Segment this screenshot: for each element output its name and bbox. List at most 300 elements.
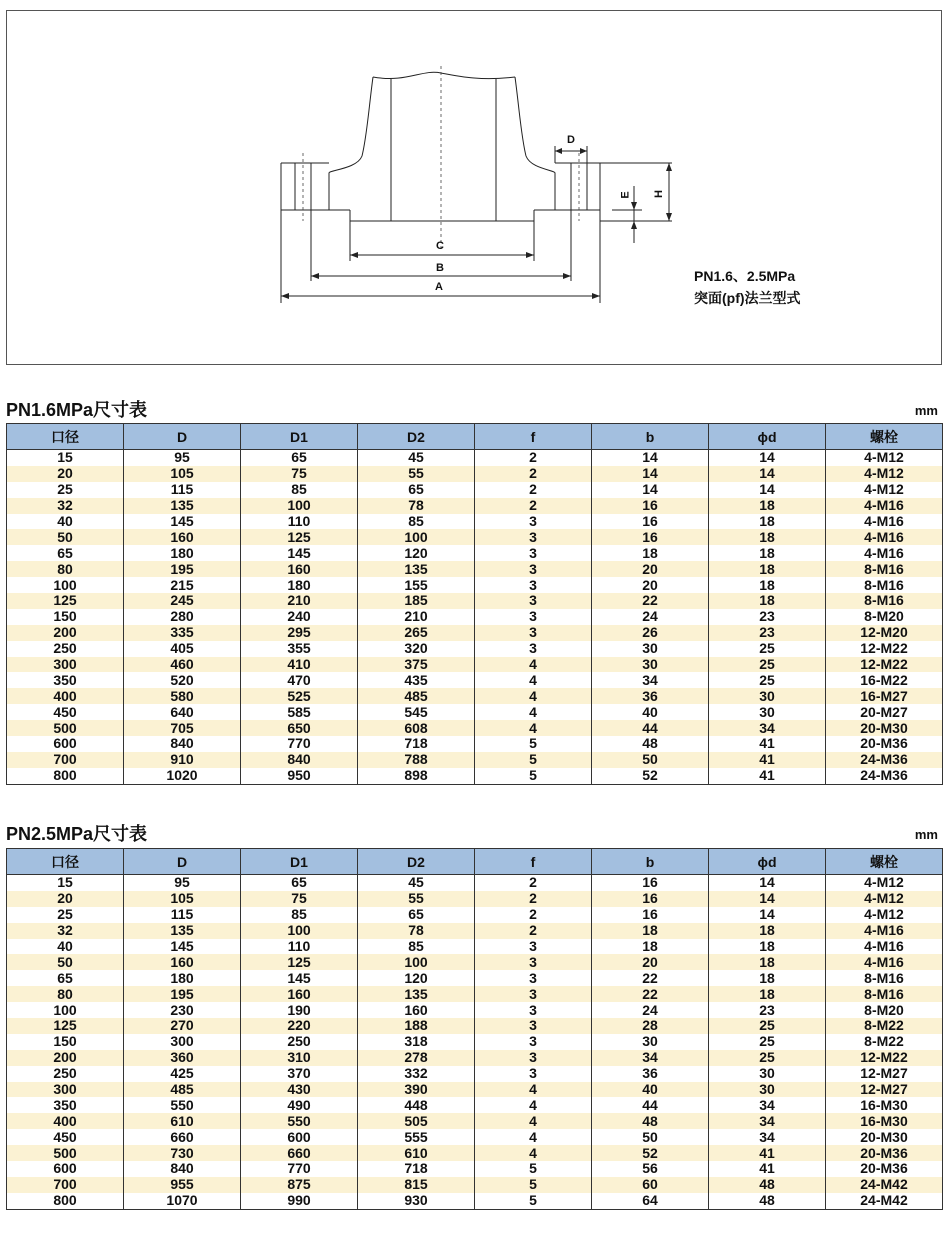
cell-col-d2: 505 — [358, 1113, 475, 1129]
cell-col-caliber: 40 — [7, 514, 124, 530]
cell-col-caliber: 800 — [7, 1193, 124, 1209]
table-row — [7, 514, 943, 530]
cell-col-caliber: 400 — [7, 688, 124, 704]
cell-col-hole-d: 18 — [709, 923, 826, 939]
cell-col-d2: 45 — [358, 450, 475, 466]
cell-col-bolt: 16-M22 — [826, 672, 943, 688]
unit-label-pn25: mm — [914, 827, 938, 842]
cell-col-bolt: 4-M16 — [826, 514, 943, 530]
cell-col-f: 4 — [475, 1145, 592, 1161]
table-row — [7, 1034, 943, 1050]
cell-col-f: 3 — [475, 939, 592, 955]
cell-col-b: 16 — [592, 498, 709, 514]
cell-col-f: 3 — [475, 593, 592, 609]
cell-col-b: 40 — [592, 1082, 709, 1098]
cell-col-b: 20 — [592, 954, 709, 970]
cell-col-b: 52 — [592, 768, 709, 784]
cell-col-d2: 332 — [358, 1066, 475, 1082]
header-col-d2: D2 — [358, 849, 475, 875]
cell-col-bolt: 4-M16 — [826, 529, 943, 545]
dim-label-c: C — [436, 240, 444, 252]
cell-col-f: 4 — [475, 1129, 592, 1145]
cell-col-caliber: 25 — [7, 482, 124, 498]
table-row — [7, 1066, 943, 1082]
cell-col-d: 180 — [124, 545, 241, 561]
cell-col-d2: 375 — [358, 657, 475, 673]
cell-col-f: 3 — [475, 954, 592, 970]
cell-col-b: 16 — [592, 891, 709, 907]
cell-col-d: 135 — [124, 498, 241, 514]
cell-col-f: 3 — [475, 1050, 592, 1066]
cell-col-d1: 295 — [241, 625, 358, 641]
unit-label-pn16: mm — [914, 403, 938, 418]
flange-diagram-panel — [6, 10, 942, 365]
cell-col-bolt: 8-M16 — [826, 986, 943, 1002]
cell-col-d1: 100 — [241, 498, 358, 514]
cell-col-caliber: 350 — [7, 672, 124, 688]
dim-label-e: E — [619, 191, 632, 199]
cell-col-caliber: 200 — [7, 625, 124, 641]
cell-col-d1: 310 — [241, 1050, 358, 1066]
cell-col-caliber: 20 — [7, 466, 124, 482]
cell-col-f: 3 — [475, 1018, 592, 1034]
cell-col-f: 3 — [475, 641, 592, 657]
cell-col-d: 610 — [124, 1113, 241, 1129]
cell-col-hole-d: 18 — [709, 514, 826, 530]
dim-label-b: B — [436, 262, 444, 274]
cell-col-d1: 430 — [241, 1082, 358, 1098]
cell-col-hole-d: 34 — [709, 1129, 826, 1145]
cell-col-d: 195 — [124, 561, 241, 577]
cell-col-d2: 898 — [358, 768, 475, 784]
cell-col-d2: 120 — [358, 545, 475, 561]
cell-col-b: 16 — [592, 529, 709, 545]
cell-col-b: 24 — [592, 1002, 709, 1018]
cell-col-caliber: 125 — [7, 1018, 124, 1034]
cell-col-d1: 110 — [241, 939, 358, 955]
table-title-pn25: PN2.5MPa尺寸表 — [6, 824, 148, 844]
cell-col-f: 5 — [475, 752, 592, 768]
cell-col-d: 705 — [124, 720, 241, 736]
cell-col-f: 5 — [475, 1177, 592, 1193]
cell-col-b: 34 — [592, 1050, 709, 1066]
cell-col-hole-d: 18 — [709, 561, 826, 577]
table-row — [7, 482, 943, 498]
cell-col-b: 14 — [592, 482, 709, 498]
cell-col-d1: 355 — [241, 641, 358, 657]
cell-col-hole-d: 18 — [709, 498, 826, 514]
cell-col-d1: 125 — [241, 954, 358, 970]
cell-col-d2: 100 — [358, 954, 475, 970]
cell-col-d1: 180 — [241, 577, 358, 593]
cell-col-bolt: 8-M16 — [826, 577, 943, 593]
cell-col-bolt: 8-M16 — [826, 970, 943, 986]
cell-col-hole-d: 34 — [709, 1097, 826, 1113]
cell-col-hole-d: 25 — [709, 1018, 826, 1034]
cell-col-d: 730 — [124, 1145, 241, 1161]
cell-col-d1: 410 — [241, 657, 358, 673]
spec-table-pn25 — [6, 848, 943, 1210]
header-col-d: D — [124, 849, 241, 875]
cell-col-caliber: 600 — [7, 736, 124, 752]
cell-col-d: 360 — [124, 1050, 241, 1066]
cell-col-caliber: 32 — [7, 923, 124, 939]
cell-col-d1: 525 — [241, 688, 358, 704]
cell-col-d: 215 — [124, 577, 241, 593]
cell-col-f: 2 — [475, 482, 592, 498]
cell-col-f: 2 — [475, 466, 592, 482]
cell-col-f: 2 — [475, 891, 592, 907]
cell-col-hole-d: 14 — [709, 907, 826, 923]
header-col-caliber: 口径 — [7, 424, 124, 450]
cell-col-d: 95 — [124, 875, 241, 891]
cell-col-caliber: 800 — [7, 768, 124, 784]
cell-col-hole-d: 25 — [709, 657, 826, 673]
cell-col-d: 180 — [124, 970, 241, 986]
cell-col-bolt: 4-M12 — [826, 466, 943, 482]
cell-col-d1: 990 — [241, 1193, 358, 1209]
cell-col-f: 5 — [475, 1161, 592, 1177]
cell-col-d1: 250 — [241, 1034, 358, 1050]
table-row — [7, 1082, 943, 1098]
table-row — [7, 593, 943, 609]
cell-col-b: 50 — [592, 752, 709, 768]
cell-col-caliber: 100 — [7, 1002, 124, 1018]
cell-col-d: 115 — [124, 907, 241, 923]
table-row — [7, 641, 943, 657]
cell-col-hole-d: 41 — [709, 1161, 826, 1177]
cell-col-f: 3 — [475, 970, 592, 986]
cell-col-d1: 770 — [241, 1161, 358, 1177]
cell-col-b: 18 — [592, 545, 709, 561]
cell-col-b: 40 — [592, 704, 709, 720]
cell-col-d2: 265 — [358, 625, 475, 641]
cell-col-hole-d: 14 — [709, 482, 826, 498]
cell-col-d1: 490 — [241, 1097, 358, 1113]
cell-col-bolt: 4-M12 — [826, 482, 943, 498]
cell-col-f: 3 — [475, 1066, 592, 1082]
cell-col-d: 520 — [124, 672, 241, 688]
cell-col-d: 425 — [124, 1066, 241, 1082]
cell-col-caliber: 32 — [7, 498, 124, 514]
cell-col-caliber: 40 — [7, 939, 124, 955]
cell-col-d2: 718 — [358, 1161, 475, 1177]
cell-col-d2: 185 — [358, 593, 475, 609]
table-row — [7, 923, 943, 939]
cell-col-hole-d: 41 — [709, 752, 826, 768]
dim-label-h: H — [652, 190, 665, 198]
cell-col-d2: 45 — [358, 875, 475, 891]
cell-col-d1: 240 — [241, 609, 358, 625]
cell-col-d: 460 — [124, 657, 241, 673]
cell-col-caliber: 65 — [7, 545, 124, 561]
table-row — [7, 1018, 943, 1034]
cell-col-d: 95 — [124, 450, 241, 466]
cell-col-bolt: 20-M36 — [826, 1145, 943, 1161]
cell-col-d2: 815 — [358, 1177, 475, 1193]
cell-col-b: 22 — [592, 970, 709, 986]
table-row — [7, 545, 943, 561]
cell-col-d1: 875 — [241, 1177, 358, 1193]
cell-col-f: 2 — [475, 450, 592, 466]
cell-col-bolt: 4-M16 — [826, 923, 943, 939]
table-row — [7, 1145, 943, 1161]
cell-col-hole-d: 25 — [709, 672, 826, 688]
cell-col-d2: 608 — [358, 720, 475, 736]
table-row — [7, 875, 943, 891]
cell-col-d2: 788 — [358, 752, 475, 768]
cell-col-d2: 610 — [358, 1145, 475, 1161]
cell-col-b: 14 — [592, 450, 709, 466]
cell-col-caliber: 50 — [7, 954, 124, 970]
cell-col-hole-d: 25 — [709, 1050, 826, 1066]
header-col-f: f — [475, 849, 592, 875]
cell-col-d1: 840 — [241, 752, 358, 768]
cell-col-bolt: 4-M12 — [826, 907, 943, 923]
cell-col-d1: 85 — [241, 907, 358, 923]
cell-col-hole-d: 23 — [709, 1002, 826, 1018]
cell-col-b: 64 — [592, 1193, 709, 1209]
header-col-hole-d: ϕd — [709, 849, 826, 875]
table-row — [7, 529, 943, 545]
table-row — [7, 752, 943, 768]
cell-col-f: 3 — [475, 545, 592, 561]
table-row — [7, 498, 943, 514]
cell-col-b: 30 — [592, 641, 709, 657]
cell-col-b: 44 — [592, 1097, 709, 1113]
cell-col-d1: 160 — [241, 561, 358, 577]
cell-col-d2: 278 — [358, 1050, 475, 1066]
header-col-d2: D2 — [358, 424, 475, 450]
cell-col-bolt: 16-M27 — [826, 688, 943, 704]
spec-table-pn16 — [6, 423, 943, 785]
cell-col-d: 105 — [124, 891, 241, 907]
cell-col-d1: 145 — [241, 970, 358, 986]
cell-col-bolt: 20-M36 — [826, 736, 943, 752]
cell-col-caliber: 15 — [7, 450, 124, 466]
cell-col-b: 48 — [592, 1113, 709, 1129]
cell-col-b: 14 — [592, 466, 709, 482]
header-col-b: b — [592, 849, 709, 875]
cell-col-f: 4 — [475, 1082, 592, 1098]
cell-col-caliber: 150 — [7, 1034, 124, 1050]
table-row — [7, 1193, 943, 1209]
cell-col-hole-d: 48 — [709, 1193, 826, 1209]
cell-col-f: 3 — [475, 561, 592, 577]
cell-col-b: 20 — [592, 577, 709, 593]
cell-col-d: 955 — [124, 1177, 241, 1193]
cell-col-bolt: 24-M42 — [826, 1193, 943, 1209]
cell-col-d1: 85 — [241, 482, 358, 498]
cell-col-d: 195 — [124, 986, 241, 1002]
cell-col-hole-d: 23 — [709, 625, 826, 641]
cell-col-b: 36 — [592, 688, 709, 704]
header-col-d: D — [124, 424, 241, 450]
cell-col-d2: 160 — [358, 1002, 475, 1018]
cell-col-f: 4 — [475, 657, 592, 673]
cell-col-d2: 485 — [358, 688, 475, 704]
table-row — [7, 1050, 943, 1066]
cell-col-d1: 65 — [241, 450, 358, 466]
cell-col-d: 840 — [124, 1161, 241, 1177]
table-row — [7, 954, 943, 970]
cell-col-caliber: 20 — [7, 891, 124, 907]
table-row — [7, 907, 943, 923]
cell-col-f: 2 — [475, 875, 592, 891]
cell-col-b: 16 — [592, 875, 709, 891]
dim-label-d: D — [567, 134, 575, 146]
cell-col-d1: 100 — [241, 923, 358, 939]
cell-col-hole-d: 23 — [709, 609, 826, 625]
cell-col-b: 22 — [592, 986, 709, 1002]
cell-col-d: 145 — [124, 939, 241, 955]
cell-col-bolt: 12-M22 — [826, 1050, 943, 1066]
header-col-hole-d: ϕd — [709, 424, 826, 450]
table-row — [7, 768, 943, 784]
cell-col-f: 3 — [475, 609, 592, 625]
caption-type: 突面(pf)法兰型式 — [694, 290, 801, 306]
cell-col-b: 22 — [592, 593, 709, 609]
cell-col-f: 3 — [475, 577, 592, 593]
flange-drawing — [7, 11, 943, 366]
cell-col-hole-d: 30 — [709, 688, 826, 704]
cell-col-bolt: 16-M30 — [826, 1113, 943, 1129]
cell-col-d1: 585 — [241, 704, 358, 720]
cell-col-d1: 600 — [241, 1129, 358, 1145]
cell-col-bolt: 20-M30 — [826, 1129, 943, 1145]
cell-col-bolt: 4-M16 — [826, 498, 943, 514]
cell-col-caliber: 50 — [7, 529, 124, 545]
cell-col-d: 245 — [124, 593, 241, 609]
cell-col-hole-d: 41 — [709, 1145, 826, 1161]
cell-col-f: 3 — [475, 1034, 592, 1050]
cell-col-f: 5 — [475, 1193, 592, 1209]
cell-col-f: 3 — [475, 529, 592, 545]
cell-col-d1: 550 — [241, 1113, 358, 1129]
cell-col-d1: 125 — [241, 529, 358, 545]
cell-col-bolt: 24-M36 — [826, 752, 943, 768]
table-row — [7, 704, 943, 720]
cell-col-f: 4 — [475, 720, 592, 736]
cell-col-d: 405 — [124, 641, 241, 657]
cell-col-d: 160 — [124, 954, 241, 970]
table-row — [7, 736, 943, 752]
cell-col-f: 3 — [475, 625, 592, 641]
cell-col-b: 18 — [592, 939, 709, 955]
cell-col-d2: 188 — [358, 1018, 475, 1034]
caption-pressure: PN1.6、2.5MPa — [694, 268, 796, 284]
cell-col-d2: 120 — [358, 970, 475, 986]
cell-col-d2: 100 — [358, 529, 475, 545]
table-row — [7, 939, 943, 955]
cell-col-b: 26 — [592, 625, 709, 641]
cell-col-d: 115 — [124, 482, 241, 498]
cell-col-d: 1070 — [124, 1193, 241, 1209]
cell-col-b: 20 — [592, 561, 709, 577]
cell-col-caliber: 250 — [7, 641, 124, 657]
table-row — [7, 986, 943, 1002]
cell-col-d: 280 — [124, 609, 241, 625]
cell-col-hole-d: 14 — [709, 450, 826, 466]
cell-col-caliber: 500 — [7, 720, 124, 736]
cell-col-d: 335 — [124, 625, 241, 641]
header-col-bolt: 螺栓 — [826, 424, 943, 450]
cell-col-d2: 320 — [358, 641, 475, 657]
cell-col-hole-d: 41 — [709, 736, 826, 752]
cell-col-b: 30 — [592, 1034, 709, 1050]
table-row — [7, 1129, 943, 1145]
cell-col-d1: 110 — [241, 514, 358, 530]
cell-col-caliber: 700 — [7, 752, 124, 768]
cell-col-hole-d: 30 — [709, 1082, 826, 1098]
cell-col-bolt: 12-M22 — [826, 657, 943, 673]
cell-col-d2: 210 — [358, 609, 475, 625]
cell-col-hole-d: 34 — [709, 720, 826, 736]
header-col-d1: D1 — [241, 424, 358, 450]
table-row — [7, 625, 943, 641]
cell-col-bolt: 8-M20 — [826, 1002, 943, 1018]
cell-col-hole-d: 18 — [709, 954, 826, 970]
cell-col-bolt: 12-M27 — [826, 1082, 943, 1098]
cell-col-caliber: 125 — [7, 593, 124, 609]
table-row — [7, 1097, 943, 1113]
cell-col-bolt: 4-M12 — [826, 450, 943, 466]
cell-col-f: 5 — [475, 736, 592, 752]
table-row — [7, 561, 943, 577]
cell-col-caliber: 450 — [7, 704, 124, 720]
cell-col-bolt: 12-M20 — [826, 625, 943, 641]
cell-col-d1: 75 — [241, 891, 358, 907]
table-title-pn16: PN1.6MPa尺寸表 — [6, 400, 148, 420]
cell-col-hole-d: 14 — [709, 891, 826, 907]
cell-col-b: 16 — [592, 514, 709, 530]
cell-col-b: 56 — [592, 1161, 709, 1177]
cell-col-b: 18 — [592, 923, 709, 939]
cell-col-bolt: 8-M16 — [826, 561, 943, 577]
cell-col-caliber: 250 — [7, 1066, 124, 1082]
cell-col-f: 5 — [475, 768, 592, 784]
table-row — [7, 688, 943, 704]
cell-col-f: 4 — [475, 1113, 592, 1129]
cell-col-bolt: 20-M30 — [826, 720, 943, 736]
cell-col-f: 2 — [475, 498, 592, 514]
cell-col-f: 3 — [475, 514, 592, 530]
table-row — [7, 1113, 943, 1129]
cell-col-d1: 770 — [241, 736, 358, 752]
cell-col-b: 36 — [592, 1066, 709, 1082]
cell-col-d: 910 — [124, 752, 241, 768]
table-row — [7, 657, 943, 673]
cell-col-bolt: 20-M36 — [826, 1161, 943, 1177]
cell-col-d1: 650 — [241, 720, 358, 736]
dim-label-a: A — [435, 281, 443, 293]
cell-col-bolt: 12-M22 — [826, 641, 943, 657]
cell-col-bolt: 24-M42 — [826, 1177, 943, 1193]
header-col-b: b — [592, 424, 709, 450]
cell-col-bolt: 8-M22 — [826, 1018, 943, 1034]
cell-col-hole-d: 18 — [709, 577, 826, 593]
cell-col-d2: 85 — [358, 514, 475, 530]
cell-col-d2: 78 — [358, 923, 475, 939]
table-row — [7, 577, 943, 593]
cell-col-f: 4 — [475, 672, 592, 688]
cell-col-hole-d: 14 — [709, 875, 826, 891]
cell-col-caliber: 150 — [7, 609, 124, 625]
cell-col-caliber: 200 — [7, 1050, 124, 1066]
table-row — [7, 891, 943, 907]
table-row — [7, 672, 943, 688]
header-col-f: f — [475, 424, 592, 450]
